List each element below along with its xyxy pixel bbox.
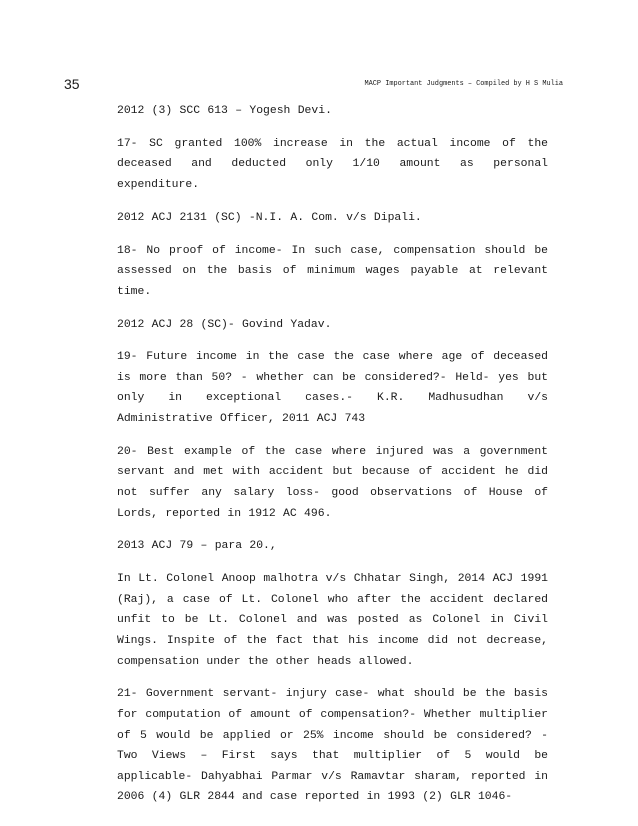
paragraph-19: 19- Future income in the case the case where age of deceased is more than 50? - whether can be considered?- Held- yes but only in exceptional cases.- K.R. Madhusudhan v/s Administrative Officer, 2011 ACJ 743 — [117, 351, 548, 426]
paragraph-18: 18- No proof of income- In such case, compensation should be assessed on the basis of minimum wages payable at relevant time. — [117, 244, 548, 298]
page-number: 35 — [64, 76, 80, 92]
paragraph-20: 20- Best example of the case where injured was a government servant and met with accident but because of accident he did not suffer any salary loss- good observations of House of Lords, reported in 1912 AC 496. — [117, 445, 548, 520]
citation-yogesh-devi: 2012 (3) SCC 613 – Yogesh Devi. — [117, 105, 332, 117]
document-body — [117, 101, 548, 820]
paragraph-21: 21- Government servant- injury case- what should be the basis for computation of amount of compensation?- Whether multiplier of 5 would be applied or 25% income should be considered? - Two Views – First says that multiplier of 5 would be applicable- Dahyabhai Parmar v/s Ramavtar sharam, reported in 2006 (4) GLR 2844 and case reported in 1993 (2) GLR 1046- — [117, 688, 548, 804]
citation-govind-yadav: 2012 ACJ 28 (SC)- Govind Yadav. — [117, 318, 332, 331]
citation-para-20: 2013 ACJ 79 – para 20., — [117, 540, 277, 553]
citation-dipali: 2012 ACJ 2131 (SC) -N.I. A. Com. v/s Dipali. — [117, 211, 422, 224]
paragraph-anoop-malhotra: In Lt. Colonel Anoop malhotra v/s Chhatar Singh, 2014 ACJ 1991 (Raj), a case of Lt. Colonel who after the accident declared unfit to be Lt. Colonel and was posted as Colonel in Civil Wings. Inspite of the fact that his income did not decrease, compensation under the other heads allowed. — [117, 573, 548, 668]
running-header: MACP Important Judgments – Compiled by H S Mulia — [364, 80, 563, 88]
paragraph-17: 17- SC granted 100% increase in the actual income of the deceased and deducted only 1/10 amount as personal expenditure. — [117, 137, 548, 191]
